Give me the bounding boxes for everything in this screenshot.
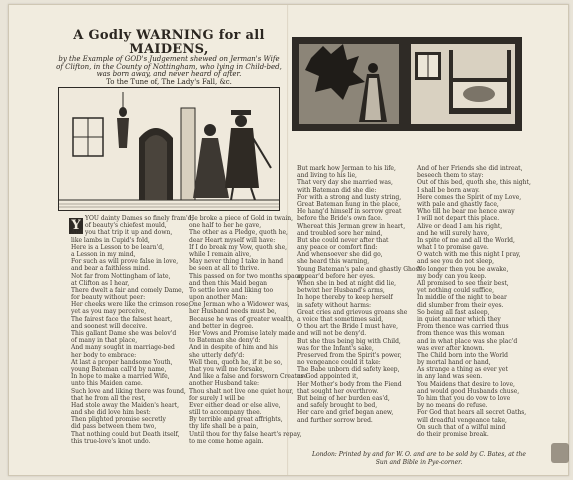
- verse-line: of beauty's chiefest mould,: [85, 222, 167, 230]
- verse-line: Her Mother's body from the Fiend: [297, 380, 402, 388]
- verse-line: did pass between them two,: [71, 423, 157, 431]
- verse-line: Whereat this Jerman grew in heart,: [297, 222, 406, 230]
- verse-line: That very day she married was,: [297, 179, 393, 187]
- verse-line: Well then, quoth he, if it be so,: [189, 358, 283, 366]
- verse-line: In hope thereby to keep herself: [297, 294, 393, 302]
- verse-line: no vengeance could it take:: [297, 359, 381, 367]
- verse-line: she utterly defy'd:: [189, 351, 245, 359]
- verse-line: yet nothing could suffice,: [417, 287, 494, 295]
- verse-line: On such that of a wilful mind: [417, 423, 506, 431]
- verse-line: and bear a faithless mind.: [71, 265, 151, 273]
- verse-line: And of her Friends she did intreat,: [417, 165, 523, 172]
- verse-line: But she could never after that: [297, 236, 389, 244]
- verse-line: Her care and grief began anew,: [297, 409, 394, 417]
- woodcut-couple-illustration: [59, 88, 279, 210]
- verse-line: Out of this bed, quoth she, this night,: [417, 179, 531, 187]
- verse-line: For with a strong and lusty string,: [297, 193, 402, 201]
- verse-line: But being of her burden eas'd,: [297, 395, 390, 402]
- verse-line: And whensoever she did go,: [297, 251, 383, 259]
- verse-line: her Husband needs must be,: [189, 308, 277, 316]
- verse-line: appear'd before her eyes.: [297, 272, 375, 280]
- verse-line: He broke a piece of Gold in twain,: [189, 215, 294, 222]
- verse-line: In hope to make a married Wife,: [71, 373, 170, 381]
- verse-line: from thence was this woman: [417, 330, 505, 338]
- verse-line: Here is a Lesson to be learn'd,: [71, 243, 164, 251]
- verse-line: Great Bateman hung in the place,: [297, 200, 401, 208]
- verse-line: that he from all the rest,: [71, 394, 146, 402]
- verse-line: In middle of the night to bear: [417, 294, 507, 302]
- verse-line: she heard this warning,: [297, 258, 370, 266]
- verse-line: This passed on for two months space,: [189, 272, 304, 280]
- verse-line: But she thus being big with Child,: [297, 337, 401, 345]
- verse-line: any peace or comfort find:: [297, 244, 378, 252]
- verse-line: of many in that place,: [71, 337, 138, 345]
- verse-line: The fairest face the falsest heart,: [71, 315, 173, 323]
- verse-line: in any land was seen.: [417, 373, 483, 381]
- verse-line: with pale and ghastly face,: [417, 200, 499, 208]
- ballad-subtitle-line-3: was born away, and never heard of after.: [96, 69, 242, 78]
- verse-line: a voice that sometimes said,: [297, 315, 384, 323]
- verse-line: and better in degree.: [189, 322, 254, 330]
- verse-line: like lambs in Cupid's fold,: [71, 236, 150, 244]
- verse-line: betwixt her Husband's arms,: [297, 287, 385, 295]
- verse-line: by mortal hand or hand,: [417, 359, 491, 367]
- verse-line: at Clifton as I hear,: [71, 279, 130, 287]
- verse-line: This gallant Dame she was belov'd: [71, 330, 177, 337]
- woodcut-left: [58, 87, 280, 211]
- verse-line: At last a proper handsome Youth,: [71, 358, 173, 366]
- verse-line: and safely brought to bed,: [297, 402, 378, 410]
- verse-line: And like a false and forsworn Creature: [189, 373, 308, 381]
- verse-line: As strange a thing as ever yet: [417, 366, 508, 374]
- verse-line: thy life shall be a pain,: [189, 423, 259, 431]
- verse-line: May never thing I take in hand: [189, 258, 284, 266]
- verse-line: There dwelt a fair and comely Dame,: [71, 286, 184, 294]
- verse-line: and he will surely have,: [417, 229, 490, 237]
- verse-line: Who till he bear me hence away: [417, 208, 515, 216]
- verse-line: Because he was of greater wealth,: [189, 315, 294, 323]
- verse-line: with Bateman did she die:: [297, 186, 377, 194]
- verse-line: Not far from Nottingham of late,: [71, 272, 171, 280]
- verse-line: was for the Infant's sake,: [297, 344, 374, 352]
- verse-line: to me come home again.: [189, 437, 264, 445]
- verse-line: Young Bateman's pale and ghastly Ghost: [297, 265, 421, 273]
- verse-line: Preserved from the Spirit's power,: [297, 351, 402, 359]
- imprint-line-2: Sun and Bible in Pye-corner.: [375, 459, 463, 466]
- verse-column-2: [189, 215, 308, 445]
- verse-line: one half to her he gave,: [189, 222, 262, 230]
- verse-line: For God that hears all secret Oaths,: [417, 409, 527, 417]
- verse-line: But mark how Jerman to his life,: [297, 165, 396, 172]
- verse-line: To settle love and liking too: [189, 286, 274, 294]
- verse-line: Then plighted promise secretly: [71, 416, 166, 424]
- verse-line: and then this Maid began: [189, 279, 268, 287]
- verse-line: upon another Man:: [189, 294, 248, 302]
- verse-line: for beauty without peer:: [71, 294, 146, 302]
- verse-line: and living to his lie,: [297, 172, 357, 180]
- verse-line: and she did love him best:: [71, 409, 151, 417]
- verse-line: Ever either dead or else alive,: [189, 401, 281, 409]
- verse-line: another Husband take:: [189, 380, 260, 388]
- verse-line: From thence was carried thus: [417, 323, 509, 331]
- verse-line: before the Bride's own face.: [297, 215, 383, 223]
- verse-line: for surely I will be: [189, 394, 245, 402]
- verse-column-4: [417, 165, 535, 438]
- verse-line: while I remain alive,: [189, 250, 252, 258]
- ballad-subtitle-line-2: of Clifton, in the County of Nottingham, who lying in Child-bed,: [56, 62, 282, 71]
- verse-line: did slumber from their eyes.: [417, 301, 504, 309]
- verse-line: and see you do not sleep,: [417, 258, 495, 266]
- verse-line: Great cries and grievous groans she: [297, 308, 408, 316]
- broadside-sheet: [8, 4, 569, 476]
- verse-line: O thou art the Bride I must have,: [297, 323, 398, 331]
- verse-line: and troubled sore her mind,: [297, 229, 383, 237]
- verse-line: Thou shalt not live one quiet hour,: [189, 387, 294, 395]
- verse-line: YOU dainty Dames so finely fram'd,: [85, 215, 194, 222]
- verse-line: I shall be born away.: [417, 186, 480, 194]
- verse-line: by no means do refuse.: [417, 402, 488, 410]
- verse-line: that sought her overthrow.: [297, 387, 379, 395]
- verse-line: what I to promise gave.: [417, 244, 489, 252]
- verse-line: and soonest will deceive.: [71, 322, 148, 330]
- imprint: [299, 451, 539, 467]
- verse-line: And you that trip it up and down,: [71, 229, 173, 237]
- verse-line: my body can you keep.: [417, 272, 487, 280]
- ballad-header: [49, 29, 289, 87]
- ballad-subtitle-line-1: by the Example of GOD's Judgement shewed on Jerman's Wife: [58, 55, 280, 64]
- woodcut-spirit-illustration: [293, 38, 521, 130]
- verse-line: Her Vows and Promise lately made: [189, 330, 296, 337]
- verse-line: When she in bed at night did lie,: [297, 280, 397, 287]
- verse-line: You Maidens that desire to love,: [417, 380, 515, 388]
- verse-line: yet as you may perceive,: [71, 308, 147, 316]
- verse-line: and in what place was she plac'd: [417, 337, 518, 345]
- drop-cap: Y: [69, 218, 83, 234]
- verse-line: To him that you do vow to love: [417, 395, 511, 402]
- woodcut-right: [292, 37, 522, 131]
- verse-line: For such as will prove false in love,: [71, 258, 179, 266]
- verse-line: still to accompany thee.: [189, 409, 262, 417]
- verse-line: All promised to see their best,: [417, 280, 509, 287]
- verse-line: Had stole away the Maiden's heart,: [71, 401, 180, 409]
- verse-line: was ever after known.: [417, 344, 485, 352]
- verse-line: And in despite of him and his: [189, 344, 278, 352]
- verse-line: to Bateman she deny'd:: [189, 337, 261, 345]
- verse-line: be seen at all to thrive.: [189, 265, 260, 273]
- verse-line: do their promise break.: [417, 430, 489, 438]
- verse-line: He hang'd himself in sorrow great: [297, 208, 402, 216]
- ballad-tune: To the Tune of, The Lady's Fall, &c.: [106, 78, 232, 87]
- verse-line: in quiet manner which they: [417, 315, 501, 323]
- verse-line: her body to embrace:: [71, 351, 137, 359]
- verse-line: unto this Maiden came.: [71, 380, 143, 388]
- verse-line: So being all fast asleep,: [417, 308, 490, 316]
- verse-line: Her cheeks were like the crimson rose,: [71, 301, 191, 309]
- verse-line: Alive or dead I am his right,: [417, 222, 503, 230]
- verse-line: The Child born into the World: [417, 351, 508, 359]
- imprint-line-1: London: Printed by and for W. O. and are to be sold by C. Bates, at the: [312, 451, 526, 458]
- verse-line: that you will me forsake,: [189, 365, 265, 373]
- verse-line: The Babe unborn did safety keep,: [297, 366, 400, 374]
- verse-line: If I do break my Vow, quoth she,: [189, 243, 288, 251]
- verse-line: dear Heart myself will have:: [189, 236, 276, 244]
- verse-column-1: [71, 215, 194, 445]
- verse-line: The other as a Pledge, quoth he,: [189, 229, 288, 237]
- verse-line: Here comes the Spirit of my Love,: [417, 193, 522, 201]
- verse-line: a Lesson in my mind,: [71, 250, 136, 258]
- verse-line: and would good Husbands chuse,: [417, 387, 520, 395]
- verse-line: will dreadful vengeance take,: [417, 416, 507, 424]
- verse-line: And many sought in marriage-bed: [71, 344, 175, 352]
- verse-line: By terrible and great affrights,: [189, 416, 283, 424]
- verse-line: young Bateman call'd by name,: [71, 365, 167, 373]
- library-stamp: [551, 443, 569, 463]
- verse-line: in safety without harms:: [297, 301, 372, 309]
- verse-line: this true-love's knot undo.: [71, 437, 151, 445]
- verse-line: Until thou for thy false heart's repay,: [189, 430, 302, 438]
- verse-line: and further sorrow bred.: [297, 416, 373, 424]
- verse-column-3: [297, 165, 421, 424]
- verse-line: No longer then you be awake,: [417, 265, 509, 273]
- verse-line: I will not depart this place.: [417, 215, 500, 223]
- verse-line: In spite of me and all the World,: [417, 236, 515, 244]
- verse-line: and will not be deny'd.: [297, 330, 367, 338]
- verse-line: Such love and liking there was found,: [71, 387, 186, 395]
- verse-line: as God appointed it,: [297, 373, 359, 381]
- ballad-title: A Godly WARNING for all MAIDENS,: [73, 28, 265, 57]
- verse-line: O watch with me this night I pray,: [417, 251, 521, 259]
- verse-line: One Jerman who a Widower was,: [189, 301, 290, 309]
- verse-line: beseech them to stay:: [417, 172, 484, 180]
- verse-line: That nothing could but Death itself,: [71, 430, 180, 438]
